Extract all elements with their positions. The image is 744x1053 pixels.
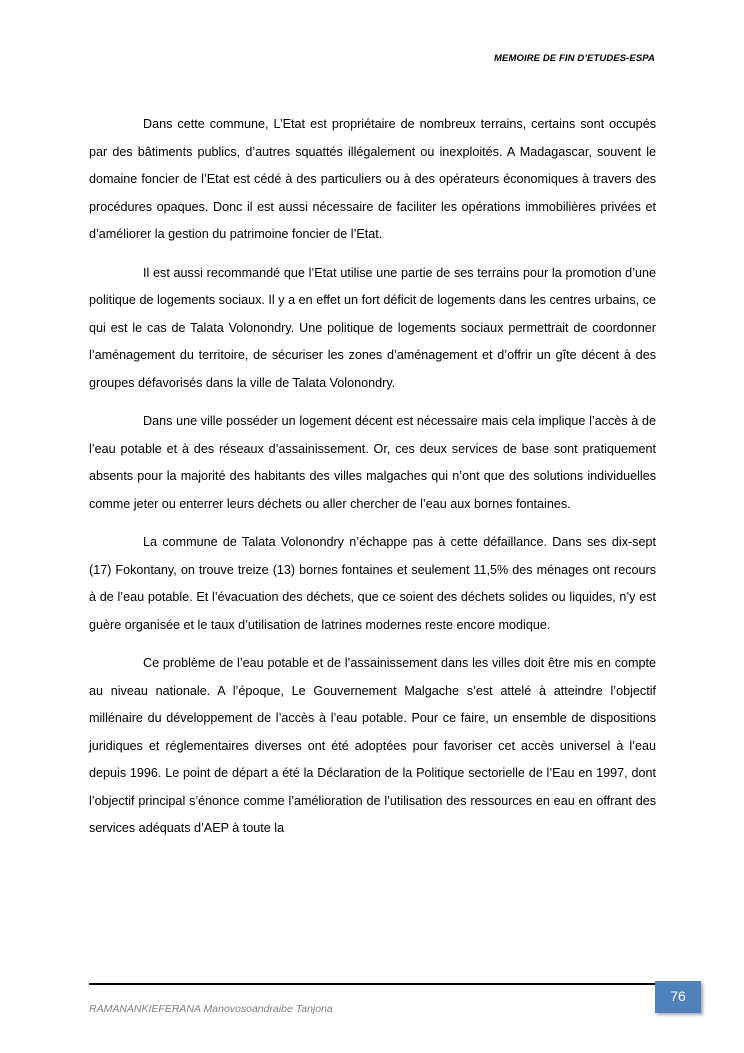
paragraph-4: La commune de Talata Volonondry n’échappe pas à cette défaillance. Dans ses dix-sept (17) Fokontany, on trouve treize (13) bornes fontaines et seulement 11,5% des ménages ont recours à de l’eau potable. Et l’évacuation des déchets, que ce soient des déchets solides ou liquides, n’y est guère organisée et le taux d’utilisation de latrines modernes reste encore modique.: [89, 535, 656, 632]
paragraph-3: Dans une ville posséder un logement décent est nécessaire mais cela implique l’accès à de l’eau potable et à des réseaux d’assainissement. Or, ces deux services de base sont pratiquement absents pour la majorité des habitants des villes malgaches qui n’ont que des solutions individuelles comme jeter ou enterrer leurs déchets ou aller chercher de l’eau aux bornes fontaines.: [89, 414, 656, 511]
page-number-badge: 76: [655, 981, 701, 1013]
paragraph-1: Dans cette commune, L’Etat est propriétaire de nombreux terrains, certains sont occupés par des bâtiments publics, d’autres squattés illégalement ou inexploités. A Madagascar, souvent le domaine foncier de l’Etat est cédé à des particuliers ou à des opérateurs économiques à travers des procédures opaques. Donc il est aussi nécessaire de faciliter les opérations immobilières privées et d’améliorer la gestion du patrimoine foncier de l’Etat.: [89, 117, 656, 241]
paragraph-2: Il est aussi recommandé que l’Etat utilise une partie de ses terrains pour la promotion d’une politique de logements sociaux. Il y a en effet un fort déficit de logements dans les centres urbains, ce qui est le cas de Talata Volonondry. Une politique de logements sociaux permettrait de coordonner l’aménagement du territoire, de sécuriser les zones d’aménagement et d’offrir un gîte décent à des groupes défavorisés dans la ville de Talata Volonondry.: [89, 265, 656, 390]
running-header: MEMOIRE DE FIN D’ETUDES-ESPA: [494, 53, 655, 64]
document-body: [89, 111, 656, 854]
paragraph-5: Ce problème de l’eau potable et de l’assainissement dans les villes doit être mis en compte au niveau nationale. A l’époque, Le Gouvernement Malgache s’est attelé à atteindre l’objectif millénaire du développement de l’accès à l’eau potable. Pour ce faire, un ensemble de dispositions juridiques et réglementaires diverses ont été adoptées pour favoriser cet accès universel à l’eau depuis 1996. Le point de départ a été la Déclaration de la Politique sectorielle de l’Eau en 1997, dont l’objectif principal s’énonce comme l’amélioration de l’utilisation des ressources en eau en offrant des services adéquats d’AEP à toute la: [89, 656, 656, 835]
footer-divider: [89, 983, 674, 985]
footer-author: RAMANANKIEFERANA Manovosoandraibe Tanjona: [89, 1003, 333, 1015]
